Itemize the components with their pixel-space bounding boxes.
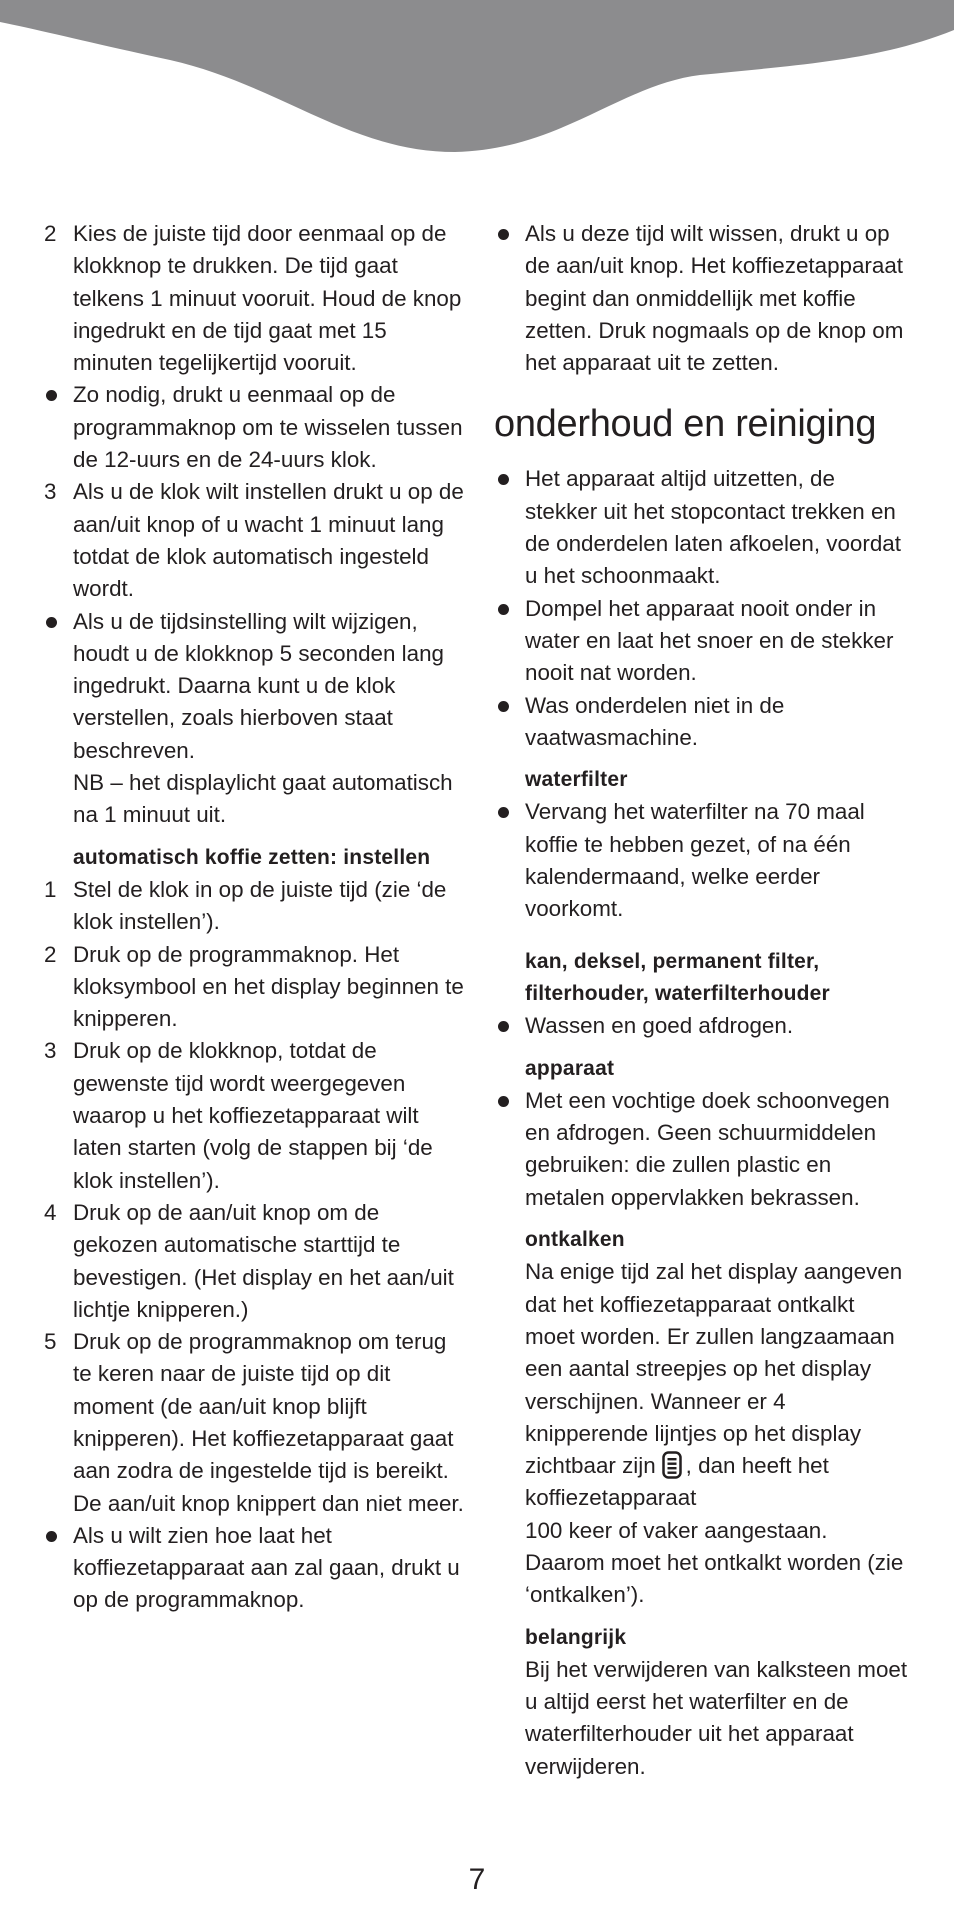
list-item-text: Dompel het apparaat nooit onder in water en laat het snoer en de stekker nooit nat worden. — [525, 595, 894, 686]
list-item — [44, 606, 464, 767]
list-item-text: Kies de juiste tijd door eenmaal op de klokknop te drukken. De tijd gaat telkens 1 minuut vooruit. Houd de knop ingedrukt en de tijd gaat met 15 minuten tegelijkertijd vooruit. — [73, 221, 462, 376]
step-number: 3 — [44, 479, 57, 505]
list-item — [44, 1197, 464, 1326]
bullet-icon — [498, 604, 509, 615]
list-item — [496, 1085, 910, 1214]
left-column — [44, 218, 464, 1617]
descaling-text-part: 100 keer of vaker aangestaan. Daarom moet het ontkalkt worden (zie ‘ontkalken’). — [525, 1517, 904, 1608]
list-item-text: Druk op de klokknop, totdat de gewenste tijd wordt weergegeven waarop u het koffiezetapparaat wilt laten starten (volg de stappen bij ‘de klok instellen’). — [73, 1038, 433, 1193]
page-number: 7 — [468, 1863, 486, 1896]
header-wave-decoration — [0, 0, 954, 160]
list-item — [44, 1035, 464, 1196]
list-item-text: Met een vochtige doek schoonvegen en afdrogen. Geen schuurmiddelen gebruiken: die zullen plastic en metalen oppervlakken bekrassen. — [525, 1087, 890, 1210]
step-number: 3 — [44, 1038, 57, 1064]
section-subheading: automatisch koffie zetten: instellen — [73, 845, 431, 869]
list-item-text: Was onderdelen niet in de vaatwasmachine. — [525, 692, 785, 750]
list-item — [44, 218, 464, 379]
list-item-text: Druk op de programmaknop om terug te keren naar de juiste tijd op dit moment (de aan/uit knop blijft knipperen). Het koffiezetapparaat gaat aan zodra de ingestelde tijd is bereikt. De aan/uit knop knippert dan niet meer. — [73, 1329, 464, 1516]
list-item — [44, 874, 464, 939]
descaling-heading: ontkalken — [525, 1228, 625, 1252]
list-item — [496, 593, 910, 690]
step-number: 1 — [44, 876, 57, 902]
descaling-text-part: , dan heeft het koffiezetapparaat — [525, 1453, 829, 1511]
list-item — [44, 1326, 464, 1520]
bullet-icon — [46, 390, 57, 401]
important-text: Bij het verwijderen van kalksteen moet u altijd eerst het waterfilter en de waterfilterhouder uit het apparaat verwijderen. — [525, 1656, 908, 1779]
list-item — [44, 1520, 464, 1617]
list-item-text: Stel de klok in op de juiste tijd (zie ‘de klok instellen’). — [73, 876, 447, 935]
bullet-icon — [498, 474, 509, 485]
bullet-icon — [498, 701, 509, 712]
list-item-text: Druk op de aan/uit knop om de gekozen automatische starttijd te bevestigen. (Het display en het aan/uit lichtje knipperen.) — [73, 1199, 454, 1322]
step-number: 2 — [44, 221, 57, 246]
waterfilter-heading: waterfilter — [525, 768, 628, 792]
list-item — [44, 476, 464, 605]
list-item-text: Zo nodig, drukt u eenmaal op de programmaknop om te wisselen tussen de 12-uurs en de 24-uurs klok. — [73, 382, 463, 473]
list-item — [496, 1010, 910, 1042]
note-text: NB – het displaylicht gaat automatisch na 1 minuut uit. — [73, 770, 453, 828]
list-item-text: Wassen en goed afdrogen. — [525, 1013, 794, 1039]
bullet-icon — [46, 617, 57, 628]
step-number: 2 — [44, 941, 57, 967]
list-item-text: Als u de tijdsinstelling wilt wijzigen, houdt u de klokknop 5 seconden lang ingedrukt. Daarna kunt u de klok verstellen, zoals hierboven staat beschreven. — [73, 608, 444, 763]
bullet-icon — [498, 807, 509, 818]
descaling-text-part: Na enige tijd zal het display aangeven dat het koffiezetapparaat ontkalkt moet worden. Er zullen langzaamaan een aantal streepjes op het display verschijnen. Wanneer er 4 knipperende lijntjes op het display zichtbaar zijn — [525, 1259, 903, 1479]
right-column — [496, 218, 910, 1783]
descale-indicator-icon — [662, 1451, 682, 1479]
descaling-text — [496, 1256, 910, 1611]
list-item — [496, 796, 910, 925]
list-item-text: Vervang het waterfilter na 70 maal koffie te hebben gezet, of na één kalendermaand, welke eerder voorkomt. — [525, 799, 865, 922]
list-item-text: Druk op de programmaknop. Het kloksymbool en het display beginnen te knipperen. — [73, 941, 464, 1032]
list-item — [496, 690, 910, 755]
list-item-text: Het apparaat altijd uitzetten, de stekker uit het stopcontact trekken en de onderdelen laten afkoelen, voordat u het schoonmaakt. — [525, 466, 901, 589]
bullet-icon — [498, 229, 509, 240]
bullet-icon — [46, 1531, 57, 1542]
important-heading: belangrijk — [525, 1625, 627, 1649]
list-item-text: Als u wilt zien hoe laat het koffiezetapparaat aan zal gaan, drukt u op de programmaknop. — [73, 1522, 460, 1613]
step-number: 4 — [44, 1199, 57, 1225]
list-item-text: Als u deze tijd wilt wissen, drukt u op de aan/uit knop. Het koffiezetapparaat begint dan onmiddellijk met koffie zetten. Druk nogmaals op de knop om het apparaat uit te zetten. — [525, 221, 904, 376]
bullet-icon — [498, 1096, 509, 1107]
appliance-heading: apparaat — [525, 1056, 615, 1080]
bullet-icon — [498, 1021, 509, 1032]
list-item — [44, 379, 464, 476]
list-item — [496, 463, 910, 592]
list-item — [496, 218, 910, 379]
step-number: 5 — [44, 1329, 57, 1355]
list-item-text: Als u de klok wilt instellen drukt u op de aan/uit knop of u wacht 1 minuut lang totdat de klok automatisch ingesteld wordt. — [73, 479, 464, 602]
parts-heading: kan, deksel, permanent filter, filterhouder, waterfilterhouder — [525, 949, 830, 1005]
section-title: onderhoud en reiniging — [494, 403, 877, 446]
list-item — [44, 939, 464, 1036]
